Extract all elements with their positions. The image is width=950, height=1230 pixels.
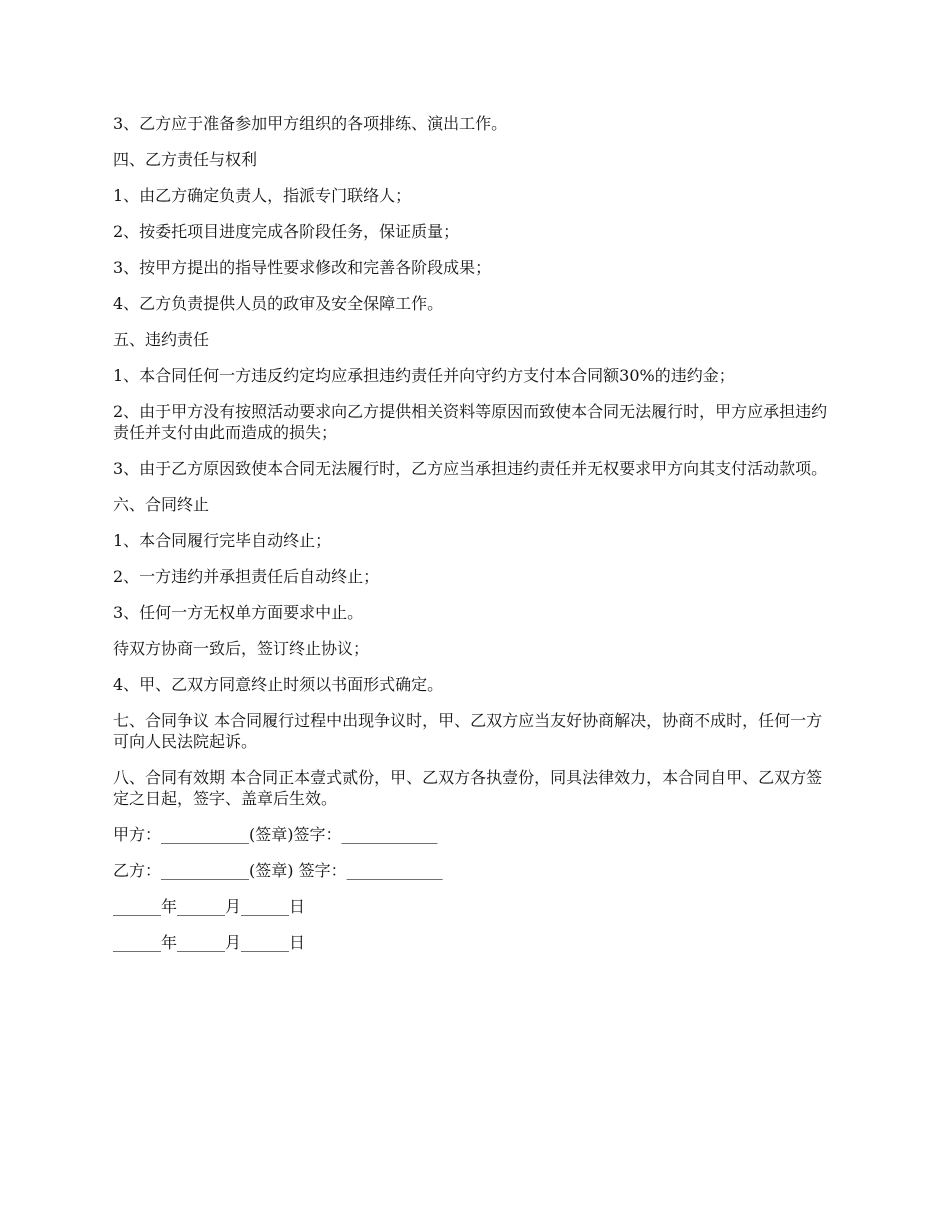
date-line-1: ______年______月______日 xyxy=(113,897,306,916)
clause-6-4: 4、甲、乙双方同意终止时须以书面形式确定。 xyxy=(113,675,444,694)
clause-6-note: 待双方协商一致后，签订终止协议； xyxy=(113,639,370,658)
section-5-heading: 五、违约责任 xyxy=(113,330,210,349)
party-a-signature-line: 甲方：___________(签章)签字：____________ xyxy=(113,825,438,844)
clause-4-3: 3、按甲方提出的指导性要求修改和完善各阶段成果； xyxy=(113,258,492,277)
section-7-dispute: 七、合同争议 本合同履行过程中出现争议时，甲、乙双方应当友好协商解决，协商不成时，任何一方可向人民法院起诉。 xyxy=(113,711,823,751)
section-4-heading: 四、乙方责任与权利 xyxy=(113,150,258,169)
party-b-signature-line: 乙方：___________(签章) 签字：____________ xyxy=(113,861,443,880)
section-6-heading: 六、合同终止 xyxy=(113,495,210,514)
section-8-validity: 八、合同有效期 本合同正本壹式贰份，甲、乙双方各执壹份，同具法律效力，本合同自甲、乙双方签定之日起，签字、盖章后生效。 xyxy=(113,768,823,808)
clause-6-1: 1、本合同履行完毕自动终止； xyxy=(113,531,332,550)
clause-4-1: 1、由乙方确定负责人，指派专门联络人； xyxy=(113,186,412,205)
clause-4-2: 2、按委托项目进度完成各阶段任务，保证质量； xyxy=(113,222,460,241)
clause-4-4: 4、乙方负责提供人员的政审及安全保障工作。 xyxy=(113,294,444,313)
clause-6-2: 2、一方违约并承担责任后自动终止； xyxy=(113,567,380,586)
clause-5-2: 2、由于甲方没有按照活动要求向乙方提供相关资料等原因而致使本合同无法履行时，甲方应承担违约责任并支付由此而造成的损失； xyxy=(113,402,828,442)
clause-5-1: 1、本合同任何一方违反约定均应承担违约责任并向守约方支付本合同额30%的违约金； xyxy=(113,366,735,385)
date-line-2: ______年______月______日 xyxy=(113,933,306,952)
clause-3-rehearsal: 3、乙方应于准备参加甲方组织的各项排练、演出工作。 xyxy=(113,114,508,133)
clause-5-3: 3、由于乙方原因致使本合同无法履行时，乙方应当承担违约责任并无权要求甲方向其支付活动款项。 xyxy=(113,459,828,478)
clause-6-3: 3、任何一方无权单方面要求中止。 xyxy=(113,603,364,622)
document-page xyxy=(113,113,833,968)
